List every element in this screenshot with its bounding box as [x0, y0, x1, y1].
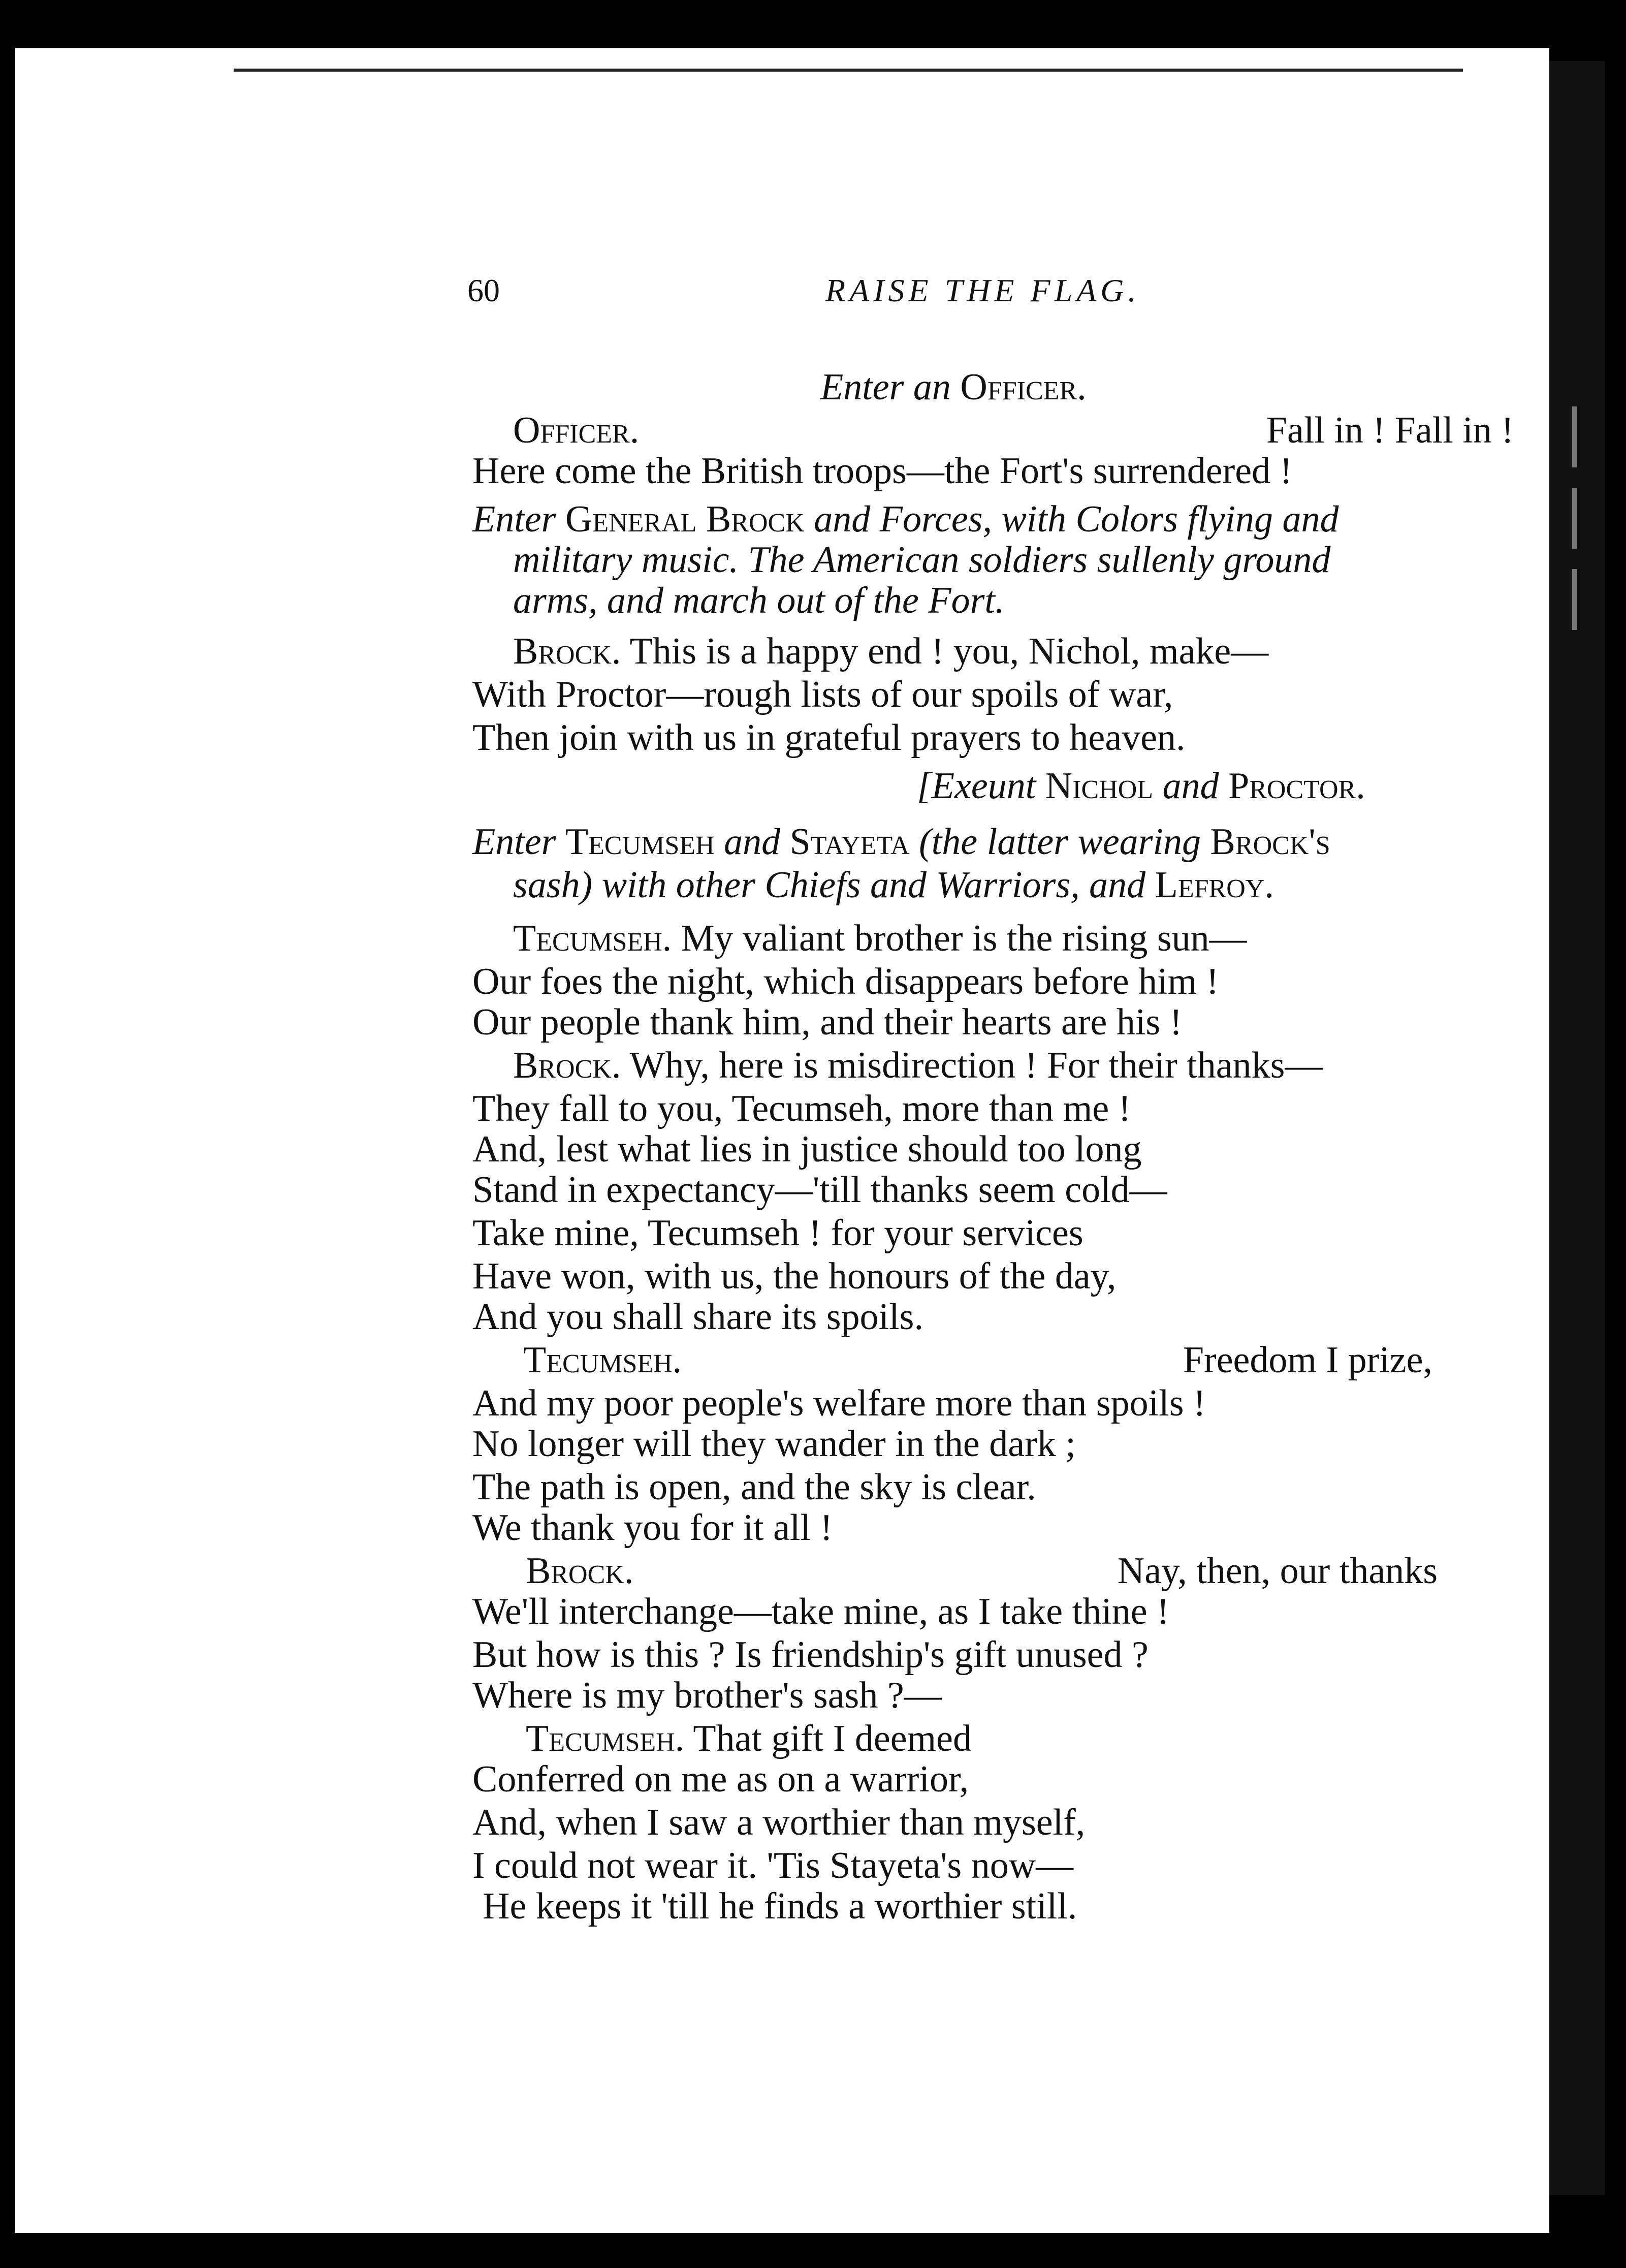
verse-line: No longer will they wander in the dark ; — [472, 1423, 1076, 1465]
top-rule — [234, 69, 1463, 72]
verse-line: But how is this ? Is friendship's gift unused ? — [472, 1634, 1149, 1676]
page-edge-shadow — [1549, 61, 1605, 2195]
stage-direction-enter-tecumseh: Enter Tecumseh and Stayeta (the latter wearing Brock's — [472, 821, 1330, 863]
verse-line: Conferred on me as on a warrior, — [472, 1758, 969, 1800]
stage-direction-exeunt: [Exeunt Nichol and Proctor. — [917, 765, 1365, 807]
verse-line: Our foes the night, which disappears before him ! — [472, 961, 1219, 1002]
verse-line: He keeps it 'till he finds a worthier still. — [483, 1885, 1077, 1927]
verse-line: Take mine, Tecumseh ! for your services — [472, 1212, 1083, 1254]
stage-direction-enter-brock: Enter General Brock and Forces, with Colors flying and — [472, 498, 1339, 540]
page-number: 60 — [467, 272, 500, 308]
stage-direction-line: arms, and march out of the Fort. — [513, 580, 1005, 621]
verse-line-officer-fall-in: Officer. Fall in ! Fall in ! — [513, 410, 1514, 451]
verse-line: They fall to you, Tecumseh, more than me ! — [472, 1088, 1131, 1129]
verse-line: The path is open, and the sky is clear. — [472, 1466, 1036, 1508]
verse-line: Then join with us in grateful prayers to heaven. — [472, 717, 1186, 759]
verse-line: We thank you for it all ! — [472, 1507, 833, 1549]
stage-direction-line: sash) with other Chiefs and Warriors, and Lefroy. — [513, 864, 1274, 906]
verse-line: Where is my brother's sash ?— — [472, 1675, 942, 1716]
verse-line: With Proctor—rough lists of our spoils of war, — [472, 674, 1173, 715]
verse-line: We'll interchange—take mine, as I take thine ! — [472, 1591, 1169, 1632]
stage-direction-enter-officer: Enter an Officer. — [820, 366, 1087, 408]
speaker-brock: Brock. — [513, 631, 621, 672]
verse-line: And, lest what lies in justice should too long — [472, 1128, 1142, 1170]
speaker-tecumseh: Tecumseh. — [526, 1718, 685, 1759]
verse-line: Have won, with us, the honours of the day, — [472, 1255, 1117, 1297]
speaker-tecumseh: Tecumseh. — [523, 1339, 682, 1381]
running-title: RAISE THE FLAG. — [825, 272, 1140, 308]
verse-line: And, when I saw a worthier than myself, — [472, 1802, 1086, 1843]
verse-line: I could not wear it. 'Tis Stayeta's now— — [472, 1845, 1074, 1886]
verse-line: Here come the British troops—the Fort's surrendered ! — [472, 450, 1293, 492]
verse-line: Our people thank him, and their hearts are his ! — [472, 1001, 1183, 1043]
speaker-brock: Brock. — [526, 1550, 634, 1592]
verse-line-tecumseh: Tecumseh. Freedom I prize, — [523, 1339, 1432, 1381]
verse-line-brock: Brock. Why, here is misdirection ! For their thanks— — [513, 1045, 1323, 1086]
speaker-officer: Officer. — [513, 410, 640, 451]
verse-line-tecumseh: Tecumseh. My valiant brother is the rising sun— — [513, 918, 1247, 959]
verse-line-brock: Brock. Nay, then, our thanks — [526, 1550, 1438, 1592]
verse-line-tecumseh: Tecumseh. That gift I deemed — [526, 1718, 972, 1759]
speaker-brock: Brock. — [513, 1045, 621, 1086]
verse-line: And you shall share its spoils. — [472, 1296, 923, 1338]
verse-line: And my poor people's welfare more than spoils ! — [472, 1382, 1206, 1424]
adjacent-page-edge — [1557, 386, 1592, 691]
stage-direction-line: military music. The American soldiers sullenly ground — [513, 539, 1331, 581]
verse-line: Stand in expectancy—'till thanks seem cold— — [472, 1169, 1167, 1211]
speaker-tecumseh: Tecumseh. — [513, 918, 672, 959]
verse-line-brock: Brock. This is a happy end ! you, Nichol, make— — [513, 631, 1269, 672]
